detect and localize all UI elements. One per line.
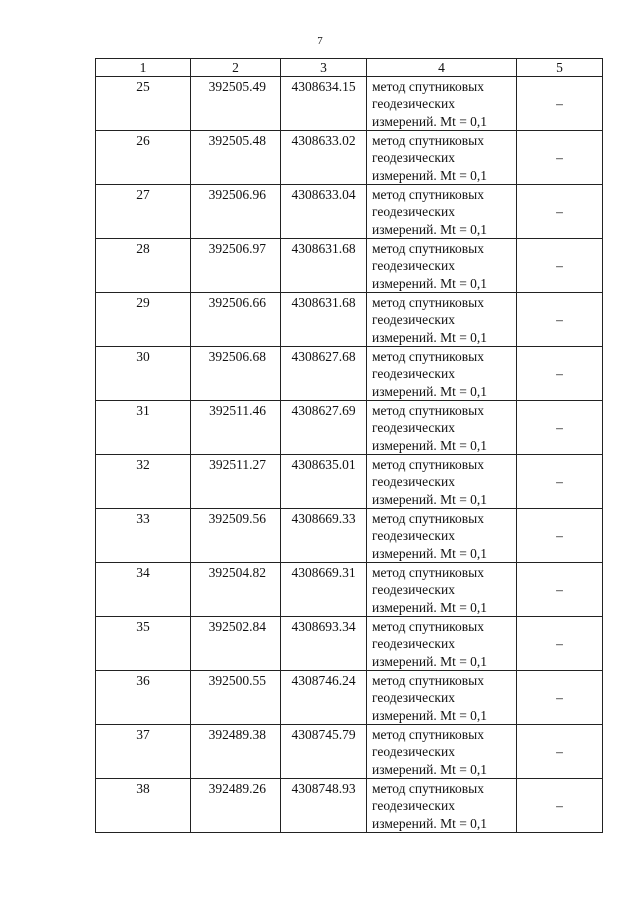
point-number-cell: 36 — [96, 671, 191, 725]
column-header-4: 4 — [367, 59, 517, 77]
table-row — [96, 563, 603, 617]
method-line: метод спутниковых — [372, 295, 484, 311]
method-line: метод спутниковых — [372, 403, 484, 419]
x-coordinate-cell: 392504.82 — [191, 563, 281, 617]
method-cell — [367, 185, 517, 239]
note-cell: – — [517, 617, 603, 671]
method-line: геодезических — [372, 744, 455, 760]
table-row — [96, 185, 603, 239]
y-coordinate-cell: 4308693.34 — [281, 617, 367, 671]
method-line: геодезических — [372, 690, 455, 706]
method-line: метод спутниковых — [372, 673, 484, 689]
method-line: геодезических — [372, 312, 455, 328]
note-cell: – — [517, 401, 603, 455]
table-row — [96, 617, 603, 671]
method-line: метод спутниковых — [372, 619, 484, 635]
method-cell — [367, 455, 517, 509]
point-number-cell: 33 — [96, 509, 191, 563]
note-cell: – — [517, 455, 603, 509]
note-cell: – — [517, 239, 603, 293]
x-coordinate-cell: 392506.96 — [191, 185, 281, 239]
y-coordinate-cell: 4308631.68 — [281, 293, 367, 347]
method-line: метод спутниковых — [372, 565, 484, 581]
method-line: измерений. Mt = 0,1 — [372, 545, 488, 561]
method-line: измерений. Mt = 0,1 — [372, 815, 488, 831]
method-line: метод спутниковых — [372, 241, 484, 257]
method-line: метод спутниковых — [372, 727, 484, 743]
point-number-cell: 37 — [96, 725, 191, 779]
table-row — [96, 293, 603, 347]
point-number-cell: 29 — [96, 293, 191, 347]
point-number-cell: 27 — [96, 185, 191, 239]
point-number-cell: 30 — [96, 347, 191, 401]
method-cell — [367, 77, 517, 131]
x-coordinate-cell: 392489.38 — [191, 725, 281, 779]
point-number-cell: 32 — [96, 455, 191, 509]
y-coordinate-cell: 4308669.31 — [281, 563, 367, 617]
method-line: измерений. Mt = 0,1 — [372, 221, 488, 237]
table-row — [96, 509, 603, 563]
table-row — [96, 347, 603, 401]
method-line: геодезических — [372, 420, 455, 436]
table-body — [96, 77, 603, 833]
method-cell — [367, 401, 517, 455]
note-cell: – — [517, 131, 603, 185]
note-cell: – — [517, 185, 603, 239]
coordinates-table — [95, 58, 603, 833]
column-header-1: 1 — [96, 59, 191, 77]
x-coordinate-cell: 392511.46 — [191, 401, 281, 455]
y-coordinate-cell: 4308633.04 — [281, 185, 367, 239]
point-number-cell: 34 — [96, 563, 191, 617]
table-header-row — [96, 59, 603, 77]
method-line: измерений. Mt = 0,1 — [372, 599, 488, 615]
method-line: геодезических — [372, 366, 455, 382]
x-coordinate-cell: 392506.68 — [191, 347, 281, 401]
table-row — [96, 725, 603, 779]
note-cell: – — [517, 725, 603, 779]
method-line: геодезических — [372, 582, 455, 598]
note-cell: – — [517, 563, 603, 617]
note-cell: – — [517, 347, 603, 401]
method-line: метод спутниковых — [372, 457, 484, 473]
method-line: измерений. Mt = 0,1 — [372, 167, 488, 183]
method-cell — [367, 617, 517, 671]
method-cell — [367, 347, 517, 401]
method-line: измерений. Mt = 0,1 — [372, 653, 488, 669]
x-coordinate-cell: 392505.49 — [191, 77, 281, 131]
method-cell — [367, 563, 517, 617]
method-line: измерений. Mt = 0,1 — [372, 491, 488, 507]
note-cell: – — [517, 509, 603, 563]
method-line: геодезических — [372, 258, 455, 274]
table-row — [96, 779, 603, 833]
column-header-3: 3 — [281, 59, 367, 77]
x-coordinate-cell: 392506.66 — [191, 293, 281, 347]
note-cell: – — [517, 779, 603, 833]
method-line: геодезических — [372, 798, 455, 814]
method-line: геодезических — [372, 150, 455, 166]
note-cell: – — [517, 293, 603, 347]
method-line: измерений. Mt = 0,1 — [372, 437, 488, 453]
table-row — [96, 131, 603, 185]
x-coordinate-cell: 392509.56 — [191, 509, 281, 563]
method-line: измерений. Mt = 0,1 — [372, 275, 488, 291]
method-line: геодезических — [372, 528, 455, 544]
method-cell — [367, 239, 517, 293]
y-coordinate-cell: 4308631.68 — [281, 239, 367, 293]
y-coordinate-cell: 4308745.79 — [281, 725, 367, 779]
method-line: метод спутниковых — [372, 79, 484, 95]
method-cell — [367, 293, 517, 347]
x-coordinate-cell: 392505.48 — [191, 131, 281, 185]
point-number-cell: 28 — [96, 239, 191, 293]
x-coordinate-cell: 392506.97 — [191, 239, 281, 293]
point-number-cell: 31 — [96, 401, 191, 455]
method-cell — [367, 725, 517, 779]
y-coordinate-cell: 4308635.01 — [281, 455, 367, 509]
x-coordinate-cell: 392489.26 — [191, 779, 281, 833]
x-coordinate-cell: 392500.55 — [191, 671, 281, 725]
point-number-cell: 26 — [96, 131, 191, 185]
column-header-2: 2 — [191, 59, 281, 77]
method-line: геодезических — [372, 204, 455, 220]
table-row — [96, 401, 603, 455]
table-row — [96, 239, 603, 293]
method-line: измерений. Mt = 0,1 — [372, 329, 488, 345]
method-line: геодезических — [372, 636, 455, 652]
method-cell — [367, 131, 517, 185]
point-number-cell: 38 — [96, 779, 191, 833]
table-row — [96, 77, 603, 131]
x-coordinate-cell: 392502.84 — [191, 617, 281, 671]
page-number: 7 — [317, 35, 323, 47]
method-line: измерений. Mt = 0,1 — [372, 761, 488, 777]
method-line: метод спутниковых — [372, 781, 484, 797]
y-coordinate-cell: 4308627.68 — [281, 347, 367, 401]
y-coordinate-cell: 4308746.24 — [281, 671, 367, 725]
y-coordinate-cell: 4308633.02 — [281, 131, 367, 185]
method-line: метод спутниковых — [372, 511, 484, 527]
table-row — [96, 455, 603, 509]
method-line: метод спутниковых — [372, 349, 484, 365]
method-line: геодезических — [372, 474, 455, 490]
method-cell — [367, 779, 517, 833]
point-number-cell: 35 — [96, 617, 191, 671]
point-number-cell: 25 — [96, 77, 191, 131]
x-coordinate-cell: 392511.27 — [191, 455, 281, 509]
note-cell: – — [517, 671, 603, 725]
y-coordinate-cell: 4308748.93 — [281, 779, 367, 833]
table-row — [96, 671, 603, 725]
y-coordinate-cell: 4308627.69 — [281, 401, 367, 455]
y-coordinate-cell: 4308634.15 — [281, 77, 367, 131]
method-line: измерений. Mt = 0,1 — [372, 707, 488, 723]
note-cell: – — [517, 77, 603, 131]
method-cell — [367, 671, 517, 725]
method-line: измерений. Mt = 0,1 — [372, 113, 488, 129]
method-line: метод спутниковых — [372, 133, 484, 149]
y-coordinate-cell: 4308669.33 — [281, 509, 367, 563]
column-header-5: 5 — [517, 59, 603, 77]
method-line: измерений. Mt = 0,1 — [372, 383, 488, 399]
method-cell — [367, 509, 517, 563]
method-line: геодезических — [372, 96, 455, 112]
method-line: метод спутниковых — [372, 187, 484, 203]
